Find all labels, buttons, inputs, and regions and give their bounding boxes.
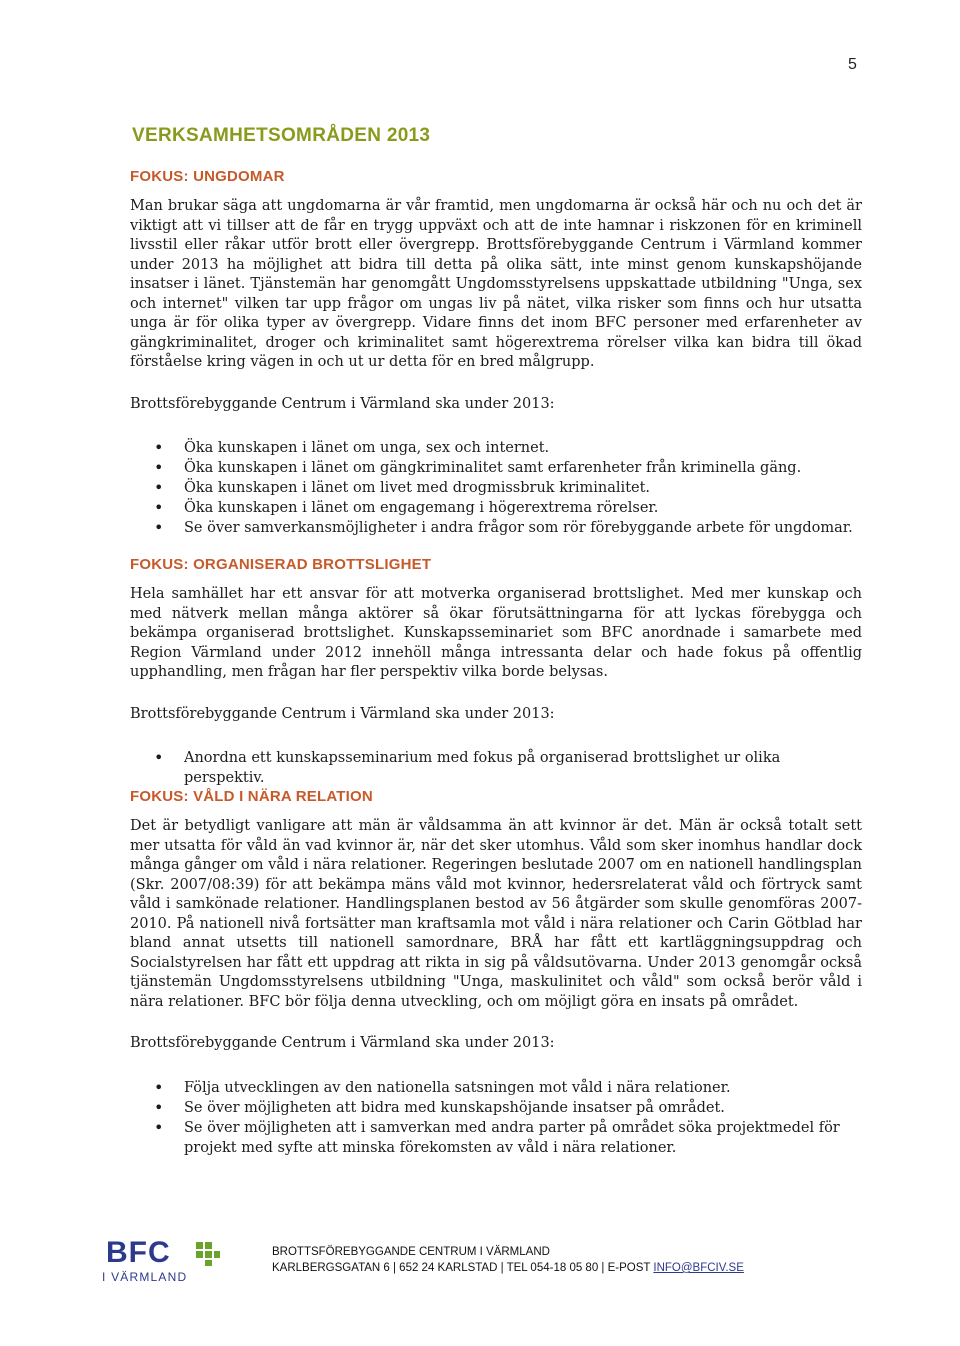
list-item: • Öka kunskapen i länet om livet med drogmissbruk kriminalitet. [154, 478, 862, 498]
section-lead: Brottsförebyggande Centrum i Värmland ska under 2013: [130, 395, 555, 412]
footer-address-line: KARLBERGSGATAN 6 | 652 24 KARLSTAD | TEL 054-18 05 80 | E-POST [272, 1262, 654, 1274]
bfc-logo [102, 1236, 232, 1284]
section-vald-i-nara-relation [130, 788, 862, 1158]
list-item: • Följa utvecklingen av den nationella satsningen mot våld i nära relationer. [154, 1078, 862, 1098]
bullet-list [130, 748, 862, 788]
list-item: • Öka kunskapen i länet om gängkriminalitet samt erfarenheter från kriminella gäng. [154, 458, 862, 478]
section-ungdomar [130, 168, 862, 538]
footer-email-link[interactable]: INFO@BFCIV.SE [653, 1262, 744, 1274]
section-heading: FOKUS: ORGANISERAD BROTTSLIGHET [130, 556, 432, 573]
page-number: 5 [848, 56, 857, 73]
section-heading: FOKUS: VÅLD I NÄRA RELATION [130, 788, 373, 805]
logo-mark-icon [196, 1242, 220, 1266]
list-item: • Se över möjligheten att i samverkan med andra parter på området söka projektmedel för projekt med syfte att minska förekomsten av våld i nära relationer. [154, 1118, 862, 1158]
section-lead: Brottsförebyggande Centrum i Värmland ska under 2013: [130, 1035, 555, 1051]
footer-org-name: BROTTSFÖREBYGGANDE CENTRUM I VÄRMLAND [272, 1246, 550, 1258]
footer-contact [272, 1244, 744, 1276]
section-paragraph: Man brukar säga att ungdomarna är vår framtid, men ungdomarna är också här och nu och det är viktigt att vi tillser att de får en trygg uppväxt och att de inte hamnar i riskzonen för en kriminell livsstil eller råkar utför brott eller övergrepp. Brottsförebyggande Centrum i Värmland kommer under 2013 ha möjlighet att bidra till detta på olika sätt, inte minst genom kunskapshöjande insatser i länet. Tjänstemän har genomgått Ungdomsstyrelsens uppskattade utbildning "Unga, sex och internet" vilken tar upp frågor om ungas liv på nätet, vilka risker som finns och hur utsatta unga är för olika typer av övergrepp. Vidare finns det inom BFC personer med erfarenheter av gängkriminalitet, droger och kriminalitet samt högerextrema rörelser vilka kan bidra till ökad förståelse kring vägen in och ut ur detta för en bred målgrupp. [130, 198, 862, 370]
section-organiserad-brottslighet [130, 556, 862, 788]
footer-address [272, 1260, 744, 1276]
list-item: • Se över samverkansmöjligheter i andra frågor som rör förebyggande arbete för ungdomar. [154, 518, 862, 538]
logo-subtext: I VÄRMLAND [102, 1270, 188, 1284]
list-item: • Öka kunskapen i länet om engagemang i högerextrema rörelser. [154, 498, 862, 518]
section-paragraph: Det är betydligt vanligare att män är våldsamma än att kvinnor är det. Män är också totalt sett mer utsatta för våld än vad kvinnor är, när det sker utomhus. Våld som sker inomhus handlar dock många gånger om våld i nära relationer. Regeringen beslutade 2007 om en nationell handlingsplan (Skr. 2007/08:39) för att bekämpa mäns våld mot kvinnor, hedersrelaterat våld och förtryck samt våld i samkönade relationer. Handlingsplanen bestod av 56 åtgärder som skulle genomföras 2007-2010. På nationell nivå fortsätter man kraftsamla mot våld i nära relationer och Carin Götblad har bland annat utsetts till nationell samordnare, BRÅ har fått ett kartläggningsuppdrag och Socialstyrelsen har fått ett uppdrag att rikta in sig på våldsutövarna. Under 2013 genomgår också tjänstemän Ungdomsstyrelsens utbildning "Unga, maskulinitet och våld" som också berör våld i nära relationer. BFC bör följa denna utveckling, och om möjligt göra en insats på området. [130, 818, 862, 1010]
list-item: • Öka kunskapen i länet om unga, sex och internet. [154, 438, 862, 458]
section-paragraph: Hela samhället har ett ansvar för att motverka organiserad brottslighet. Med mer kunskap och med nätverk mellan många aktörer så ökar förutsättningarna för att lyckas förebygga och bekämpa organiserad brottslighet. Kunskapsseminariet som BFC anordnade i samarbete med Region Värmland under 2012 innehöll många intressanta delar och hade fokus på offentlig upphandling, men frågan har fler perspektiv vilka borde belysas. [130, 586, 862, 680]
section-heading: FOKUS: UNGDOMAR [130, 168, 285, 185]
section-lead: Brottsförebyggande Centrum i Värmland ska under 2013: [130, 705, 555, 722]
list-item: • Se över möjligheten att bidra med kunskapshöjande insatser på området. [154, 1098, 862, 1118]
bullet-list [130, 1078, 862, 1158]
main-heading: VERKSAMHETSOMRÅDEN 2013 [132, 125, 431, 146]
logo-text: BFC [106, 1236, 171, 1269]
footer [102, 1228, 862, 1288]
list-item: • Anordna ett kunskapsseminarium med fokus på organiserad brottslighet ur olika perspektiv. [154, 748, 862, 788]
bullet-list [130, 438, 862, 538]
